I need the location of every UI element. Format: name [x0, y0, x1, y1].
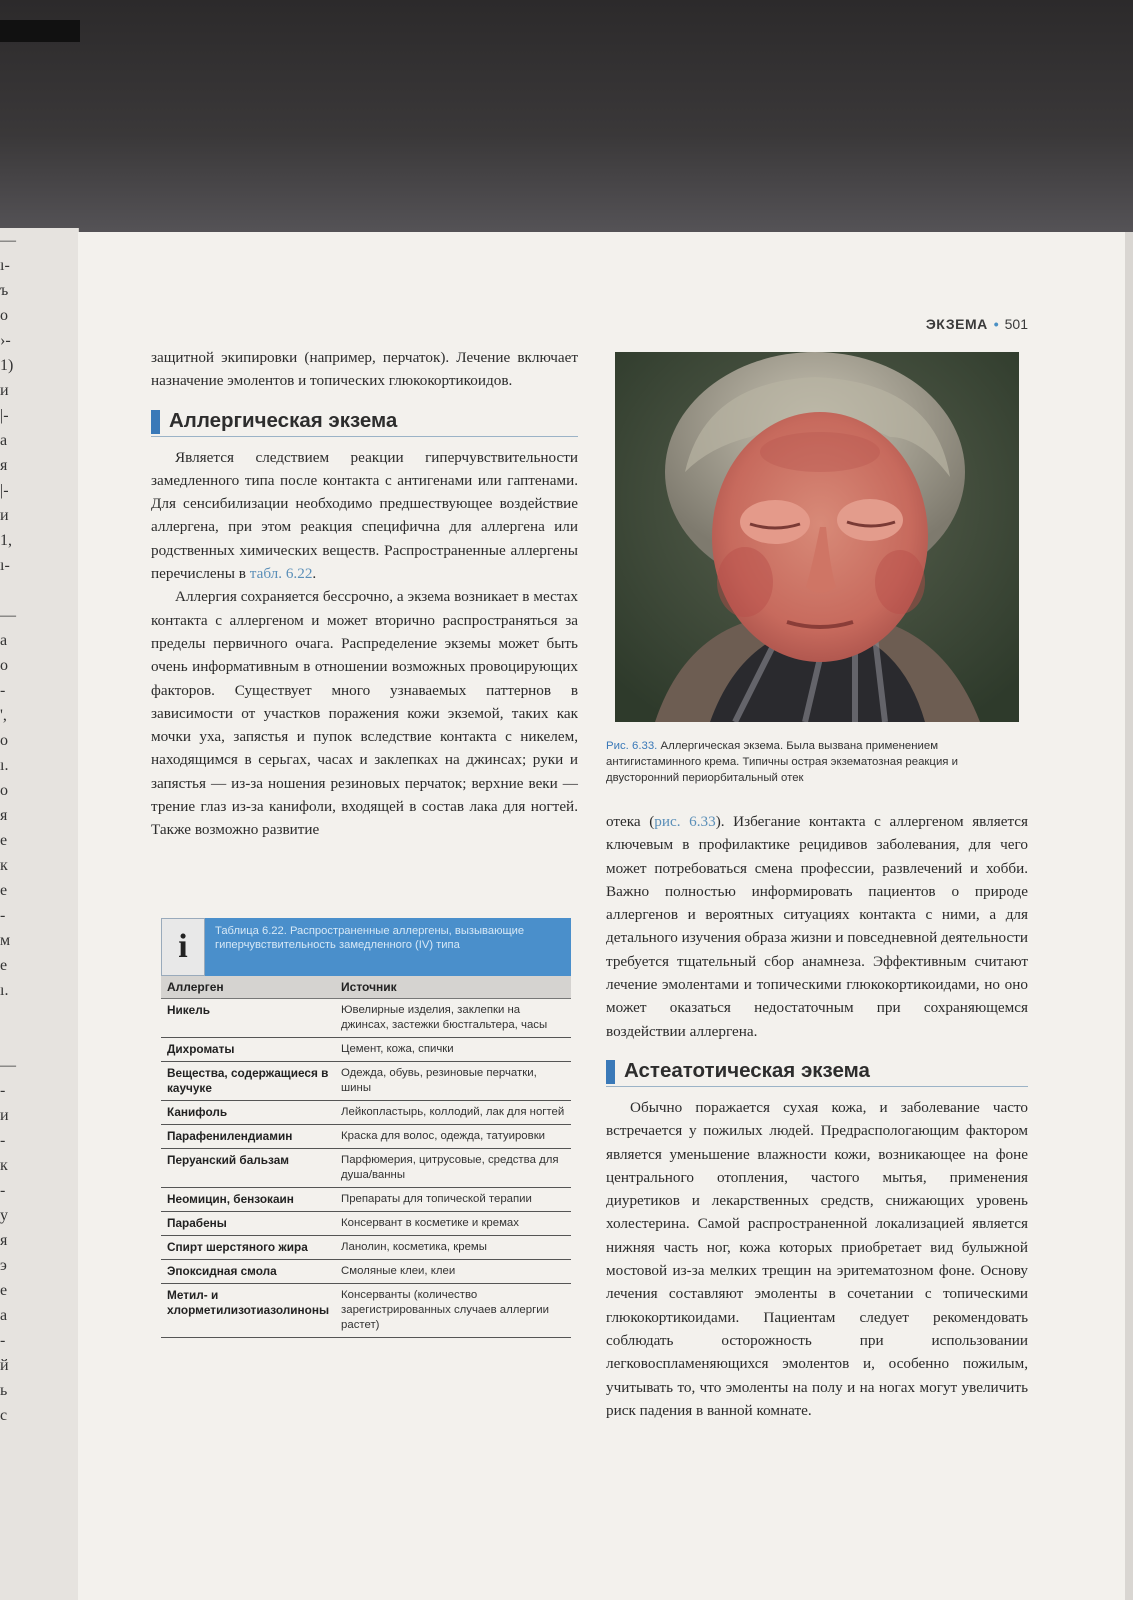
previous-page-char — [0, 1003, 22, 1028]
previous-page-char: а — [0, 432, 8, 449]
table-row — [161, 1062, 571, 1101]
source-cell: Лейкопластырь, коллодий, лак для ногтей — [335, 1101, 571, 1125]
previous-page-char: и — [0, 382, 9, 399]
allergen-cell: Вещества, содержащиеся в каучуке — [161, 1062, 335, 1101]
previous-page-char: ь — [0, 1382, 8, 1399]
paragraph-start: отека ( — [606, 813, 655, 830]
right-column — [606, 810, 1028, 1422]
table-row — [161, 1260, 571, 1284]
table-row — [161, 1101, 571, 1125]
previous-page-char: |- — [0, 482, 9, 499]
figure-caption-label: Рис. 6.33. — [606, 740, 658, 752]
source-cell: Консерванты (количество зарегистрированных случаев аллергии растет) — [335, 1284, 571, 1338]
allergen-cell: Перуанский бальзам — [161, 1149, 335, 1188]
previous-page-char: м — [0, 932, 11, 949]
figure-caption-text: Аллергическая экзема. Была вызвана применением антигистаминного крема. Типичны острая экзематозная реакция и двусторонний периорбитальный отек — [606, 740, 958, 784]
previous-page-char — [0, 578, 22, 603]
allergen-cell: Канифоль — [161, 1101, 335, 1125]
source-cell: Парфюмерия, цитрусовые, средства для душа/ванны — [335, 1149, 571, 1188]
previous-page-char — [0, 1028, 22, 1053]
previous-page-char: о — [0, 657, 8, 674]
source-cell: Ювелирные изделия, заклепки на джинсах, застежки бюстгальтера, часы — [335, 999, 571, 1038]
previous-page-char: ъ — [0, 282, 9, 299]
previous-page-char: о — [0, 307, 8, 324]
paragraph-text: Является следствием реакции гиперчувствительности замедленного типа после контакта с антигенами или гаптенами. Для сенсибилизации необходимо предшествующее воздействие аллергена, при этом реакция специфична для аллергена или родственных химических веществ. Распространенные аллергены перечислены в — [151, 448, 578, 583]
paragraph-asteatotic: Обычно поражается сухая кожа, и заболевание часто встречается у пожилых людей. Предраспологающим фактором является уменьшение влажности кожи, возникающее на фоне центрального отопления, частого мытья, применения диуретиков и лекарственных средств, снижающих уровень холестерина. Самой распространенной локализацией является нижняя часть ног, кожа которых приобретает вид булыжной мостовой из-за мелких трещин на эритематозном фоне. Основу лечения составляют эмоленты в сочетании с топическими глюкокортикоидами. Пациентам следует рекомендовать соблюдать осторожность при использовании легковоспламеняющихся эмолентов и, особенно пожилым, учитывать то, что эмоленты на полу и на ногах могут увеличить риск падения в ванной комнате. — [606, 1098, 1028, 1419]
table-row — [161, 1284, 571, 1338]
header-separator: • — [993, 316, 999, 332]
table-row — [161, 1212, 571, 1236]
previous-page-char: — — [0, 1057, 16, 1074]
previous-page-char: |- — [0, 407, 9, 424]
source-cell: Смоляные клеи, клеи — [335, 1260, 571, 1284]
source-cell: Краска для волос, одежда, татуировки — [335, 1125, 571, 1149]
table-row — [161, 1236, 571, 1260]
allergen-cell: Дихроматы — [161, 1038, 335, 1062]
page-number: 501 — [1004, 316, 1028, 332]
previous-page-char: а — [0, 1307, 8, 1324]
previous-page-char: и — [0, 507, 9, 524]
previous-page-char: 1) — [0, 357, 14, 374]
table-row — [161, 1149, 571, 1188]
source-cell: Ланолин, косметика, кремы — [335, 1236, 571, 1260]
previous-page-char: к — [0, 857, 8, 874]
previous-page-char: — — [0, 232, 16, 249]
paragraph-allergic-2: Аллергия сохраняется бессрочно, а экзема возникает в местах контакта с аллергеном и может вторично распространяться за пределы первичного очага. Распределение экземы может быть очень информативным в отношении возможных провоцирующих факторов. Существует много узнаваемых паттернов в зависимости от участков поражения кожи экземой, таких как мочки уха, запястья и пупок вследствие контакта с никелем, находящимся в серьгах, часах и заклепках на джинсах; руки и запястья — из-за ношения резиновых перчаток; верхние веки — трение глаз из-за канифоли, входящей в состав лака для ногтей. Также возможно развитие — [151, 588, 578, 839]
previous-page-text-fragments — [0, 228, 22, 1428]
table-title: Таблица 6.22. Распространенные аллергены, вызывающие гиперчувствительность замедленного (IV) типа — [215, 925, 525, 951]
previous-page-char: - — [0, 1082, 6, 1099]
table-row — [161, 1125, 571, 1149]
previous-page-char: и — [0, 1107, 9, 1124]
table-header-row — [161, 976, 571, 999]
source-cell: Препараты для топической терапии — [335, 1188, 571, 1212]
previous-page-char: ı- — [0, 557, 10, 574]
page-right-edge — [1125, 232, 1133, 1600]
previous-page-char: у — [0, 1207, 8, 1224]
previous-page-char: е — [0, 882, 8, 899]
previous-page-char: с — [0, 1407, 8, 1424]
allergen-cell: Неомицин, бензокаин — [161, 1188, 335, 1212]
table-body — [161, 999, 571, 1338]
previous-page-char: о — [0, 782, 8, 799]
running-header-title: ЭКЗЕМА — [925, 316, 988, 332]
column-header-allergen: Аллерген — [161, 976, 335, 999]
left-column — [151, 346, 578, 842]
previous-page-char: е — [0, 957, 8, 974]
paragraph-allergic-3 — [606, 810, 1028, 1043]
allergens-table — [161, 918, 571, 1338]
previous-page-char: е — [0, 1282, 8, 1299]
previous-page-char: я — [0, 457, 8, 474]
source-cell: Консервант в косметике и кремах — [335, 1212, 571, 1236]
previous-page-char: ', — [0, 707, 7, 724]
allergen-cell: Никель — [161, 999, 335, 1038]
allergen-cell: Парафенилендиамин — [161, 1125, 335, 1149]
allergens-data-table — [161, 976, 571, 1338]
paragraph-rest: ). Избегание контакта с аллергеном является ключевым в профилактике рецидивов заболевания, для чего может потребоваться смена профессии, развлечений и хобби. Важно полностью информировать пациентов о природе аллергенов и вероятных ситуациях контакта с ними, а для детального изучения образа жизни и повседневной деятельности требуется тщательный сбор анамнеза. Эффективным считают лечение эмолентами и топическими глюкокортикоидами, но оно может оказаться недостаточным при сохраняющемся воздействии аллергена. — [606, 813, 1029, 1040]
previous-page-char: — — [0, 607, 16, 624]
table-header-bar — [161, 918, 571, 976]
previous-page-char: й — [0, 1357, 9, 1374]
previous-page-char: к — [0, 1157, 8, 1174]
previous-page-char: ı- — [0, 257, 10, 274]
book-page — [78, 232, 1133, 1600]
column-header-source: Источник — [335, 976, 571, 999]
figure-caption — [606, 738, 1031, 786]
previous-page-char: о — [0, 732, 8, 749]
previous-page-char: - — [0, 907, 6, 924]
previous-page-char: - — [0, 682, 6, 699]
figure-reference-link[interactable]: рис. 6.33 — [654, 813, 716, 830]
allergen-cell: Метил- и хлорметилизотиазолиноны — [161, 1284, 335, 1338]
section-title-allergic-eczema: Аллергическая экзема — [151, 407, 578, 437]
figure-photo-allergic-eczema — [615, 352, 1019, 722]
source-cell: Цемент, кожа, спички — [335, 1038, 571, 1062]
allergen-cell: Парабены — [161, 1212, 335, 1236]
paragraph-allergic-1 — [151, 446, 578, 586]
previous-page-char: я — [0, 807, 8, 824]
paragraph-end: . — [312, 565, 317, 583]
previous-page-char: ›- — [0, 332, 11, 349]
table-row — [161, 1188, 571, 1212]
info-icon: i — [161, 918, 205, 976]
allergen-cell: Эпоксидная смола — [161, 1260, 335, 1284]
previous-page-char: е — [0, 832, 8, 849]
previous-page-edge — [0, 228, 79, 1600]
scanner-shadow — [0, 0, 1133, 245]
table-reference-link[interactable]: табл. 6.22 — [249, 565, 313, 583]
previous-page-char: ı. — [0, 982, 9, 999]
table-row — [161, 999, 571, 1038]
intro-paragraph: защитной экипировки (например, перчаток). Лечение включает назначение эмолентов и топических глюкокортикоидов. — [151, 349, 578, 390]
previous-page-char: а — [0, 632, 8, 649]
previous-page-char: э — [0, 1257, 7, 1274]
previous-page-char: - — [0, 1182, 6, 1199]
section-title-asteatotic-eczema: Астеатотическая экзема — [606, 1057, 1028, 1087]
previous-page-char: - — [0, 1132, 6, 1149]
previous-page-char: 1, — [0, 532, 12, 549]
previous-page-char: я — [0, 1232, 8, 1249]
running-header — [926, 316, 1028, 332]
table-row — [161, 1038, 571, 1062]
allergen-cell: Спирт шерстяного жира — [161, 1236, 335, 1260]
patient-face-photo — [615, 352, 1019, 722]
previous-page-char: - — [0, 1332, 6, 1349]
previous-page-char: ı. — [0, 757, 9, 774]
source-cell: Одежда, обувь, резиновые перчатки, шины — [335, 1062, 571, 1101]
